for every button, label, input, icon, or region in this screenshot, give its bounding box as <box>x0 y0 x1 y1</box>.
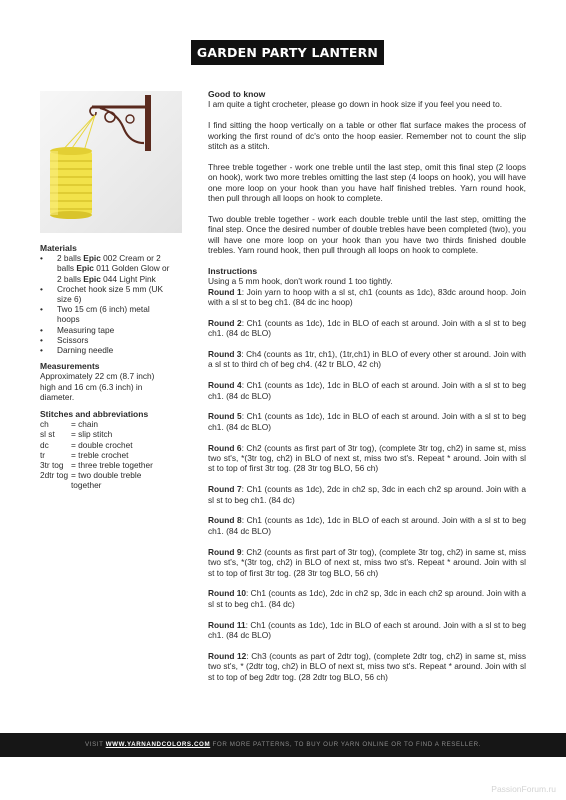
round-item: Round 2: Ch1 (counts as 1dc), 1dc in BLO of each st around. Join with a sl st to beg ch1. (84 dc BLO) <box>208 317 526 339</box>
abbreviation-row: 2dtr tog = two double treble together <box>40 470 142 491</box>
round-item: Round 11: Ch1 (counts as 1dc), 1dc in BLO of each st around. Join with a sl st to beg ch1. (84 dc BLO) <box>208 619 526 640</box>
round-item: Round 1: Join yarn to hoop with a sl st, ch1 (counts as 1dc), 83dc around hoop. Join with a sl st to beg ch1. (84 dc inc hoop) <box>208 286 527 308</box>
watermark: PassionForum.ru <box>491 784 556 794</box>
footer-text: FOR MORE PATTERNS, TO BUY OUR YARN ONLINE OR TO FIND A RESELLER. <box>210 741 481 748</box>
round-item: Round 5: Ch1 (counts as 1dc), 1dc in BLO of each st around. Join with a sl st to beg ch1. (84 dc BLO) <box>208 411 526 432</box>
round-item: Round 4: Ch1 (counts as 1dc), 1dc in BLO of each st around. Join with a sl st to beg ch1. (84 dc BLO) <box>208 380 526 401</box>
round-item: Round 7: Ch1 (counts as 1dc), 2dc in ch2 sp, 3dc in each ch2 sp around. Join with a sl st to beg ch1. (84 dc) <box>208 484 526 505</box>
round-item: Round 9: Ch2 (counts as first part of 3tr tog), (complete 3tr tog, ch2) in same st, miss two st's, *(3tr tog, ch2) in BLO of next st, miss two st's. Repeat * around. Join with sl st to top of first 3tr tog. (28 3tr tog BLO, 56 ch) <box>208 546 526 578</box>
materials-item: • Crochet hook size 5 mm (UK size 6) <box>40 284 172 304</box>
round-item: Round 8: Ch1 (counts as 1dc), 1dc in BLO of each st around. Join with a sl st to beg ch1. (84 dc BLO) <box>208 515 526 536</box>
good-to-know-paragraph: Three treble together - work one treble until the last step, omit this final step (2 loops on hook), work two more trebles omitting the last step (4 loops on hook), you will have one more loop on your hook than you have half finished trebles. Yarn round hook, then pull through all loops on hook to complete. <box>208 161 526 204</box>
round-item: Round 3: Ch4 (counts as 1tr, ch1), (1tr,ch1) in BLO of every other st around. Join with a sl st to third ch of beg ch4. (42 tr BLO, 42 ch) <box>208 349 526 370</box>
materials-item: • 2 balls Epic 002 Cream or 2 balls Epic 011 Golden Glow or 2 balls Epic 044 Light Pink <box>40 253 172 284</box>
materials-item: • Two 15 cm (6 inch) metal hoops <box>40 304 172 324</box>
materials-item: • Scissors <box>40 335 172 345</box>
left-column <box>40 243 172 491</box>
pattern-title: GARDEN PARTY LANTERN <box>191 40 384 65</box>
abbreviation-row: tr = treble crochet <box>40 449 129 460</box>
abbreviation-row: sl st = slip stitch <box>40 429 113 440</box>
good-to-know-heading: Good to know <box>208 89 266 99</box>
measurements-heading: Measurements <box>40 361 100 372</box>
abbreviation-row: dc = double crochet <box>40 439 133 450</box>
instructions-intro: Using a 5 mm hook, don't work round 1 too tightly. <box>208 276 393 287</box>
materials-list <box>40 253 172 355</box>
materials-item: • Measuring tape <box>40 325 172 335</box>
abbreviations-heading: Stitches and abbreviations <box>40 409 149 420</box>
good-to-know-paragraph: Two double treble together - work each double treble until the last step, omitting the final step. Once the desired number of double trebles have been completed (two), you will have one more loop on your hook than you have two thirds finished double trebles. Yarn round hook, then pull through all loops on hook to complete. <box>208 213 526 256</box>
round-item: Round 12: Ch3 (counts as part of 2dtr tog), (complete 2dtr tog, ch2) in same st, miss two st's, * (2dtr tog, ch2) in BLO of next st, miss two st's. Repeat * around. Join with sl st to top of beg 2dtr tog. (28 2dtr tog BLO, 56 ch) <box>208 650 526 682</box>
abbreviation-row: ch = chain <box>40 419 98 430</box>
good-to-know-paragraph: I am quite a tight crocheter, please go down in hook size if you feel you need to. <box>208 99 503 110</box>
rounds-list <box>208 287 526 682</box>
materials-heading: Materials <box>40 243 77 253</box>
good-to-know-paragraph: I find sitting the hoop vertically on a table or other flat surface makes the process of working the first round of dc's onto the hoop easier. Remember not to count the slip stitch as a stitch. <box>208 120 526 152</box>
abbreviation-row: 3tr tog = three treble together <box>40 460 153 471</box>
right-column <box>208 89 526 692</box>
measurements-text: Approximately 22 cm (8.7 inch) high and 16 cm (6.3 inch) in diameter. <box>40 371 155 402</box>
footer-bar <box>0 733 566 757</box>
footer-text: VISIT <box>85 741 106 748</box>
abbreviations-list <box>40 419 172 490</box>
instructions-heading: Instructions <box>208 265 258 276</box>
website-link[interactable]: WWW.YARNANDCOLORS.COM <box>105 741 211 748</box>
materials-item: • Darning needle <box>40 345 172 355</box>
round-item: Round 6: Ch2 (counts as first part of 3tr tog), (complete 3tr tog, ch2) in same st, miss two st's, *(3tr tog, ch2) in BLO of next st, miss two st's. Repeat * around. Join with sl st to top of first 3tr tog. (28 3tr tog BLO, 56 ch) <box>208 442 526 474</box>
round-item: Round 10: Ch1 (counts as 1dc), 2dc in ch2 sp, 3dc in each ch2 sp around. Join with a sl st to beg ch1. (84 dc) <box>208 588 526 609</box>
lantern-photo <box>40 91 182 233</box>
